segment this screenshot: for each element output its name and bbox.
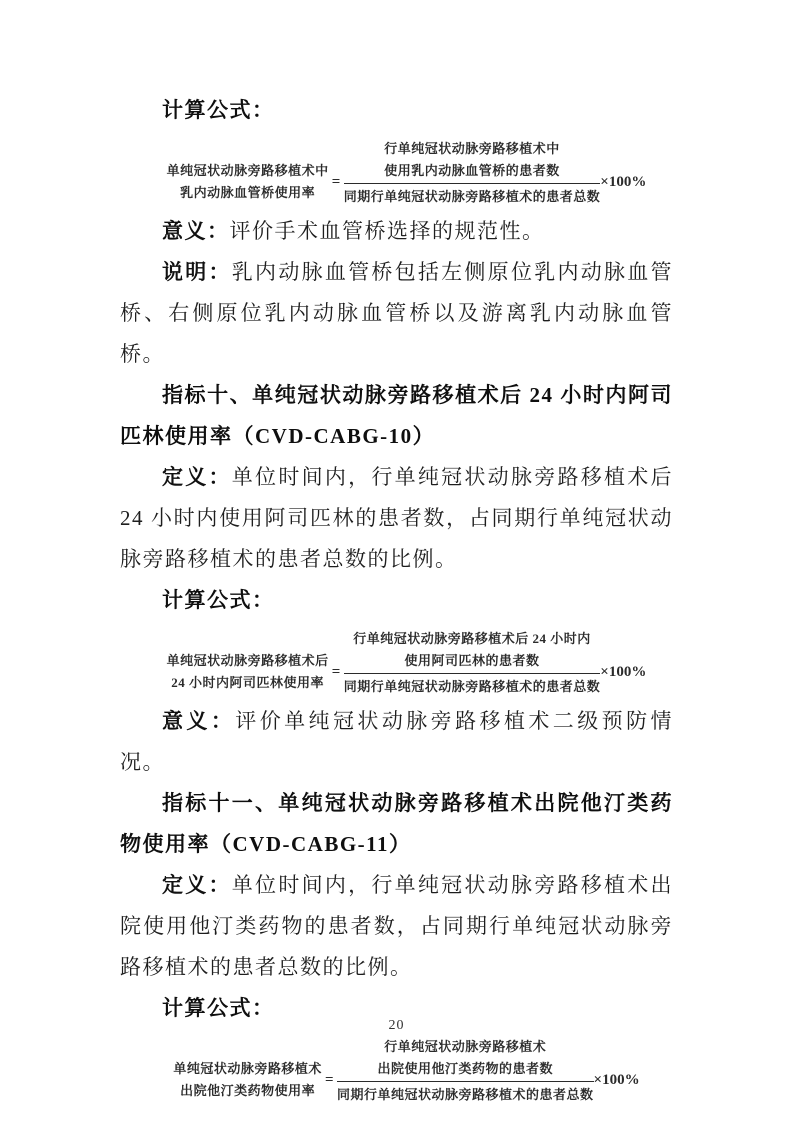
meaning-label-2: 意义： — [162, 709, 236, 733]
definition-11-label: 定义： — [162, 873, 232, 897]
definition-11-paragraph — [120, 865, 673, 988]
meaning-text-2: 评价单纯冠状动脉旁路移植术二级预防情况。 — [120, 709, 674, 774]
equals-sign: = — [331, 174, 341, 190]
formula-fraction — [344, 138, 601, 208]
formula-numerator-line2: 出院使用他汀类药物的患者数 — [377, 1061, 554, 1076]
formula-numerator-line1: 行单纯冠状动脉旁路移植术中 — [384, 141, 560, 156]
formula-numerator-line2: 使用乳内动脉血管桥的患者数 — [384, 163, 560, 178]
formula-denominator: 同期行单纯冠状动脉旁路移植术的患者总数 — [343, 679, 601, 694]
formula-statin-discharge-usage-rate — [130, 1029, 683, 1109]
formula-lhs-line2: 乳内动脉血管桥使用率 — [180, 185, 316, 200]
formula-lhs-line2: 24 小时内阿司匹林使用率 — [171, 675, 325, 690]
note-text: 乳内动脉血管桥包括左侧原位乳内动脉血管桥、右侧原位乳内动脉血管桥以及游离乳内动脉血管桥。 — [120, 260, 674, 366]
formula-numerator-line1: 行单纯冠状动脉旁路移植术 — [384, 1039, 547, 1054]
formula-denominator: 同期行单纯冠状动脉旁路移植术的患者总数 — [343, 189, 601, 204]
formula-fraction — [344, 628, 601, 698]
formula-numerator — [337, 1036, 594, 1082]
multiply-100-percent: ×100% — [600, 664, 647, 680]
formula-aspirin-24h-usage-rate — [130, 621, 683, 701]
multiply-100-percent: ×100% — [600, 174, 647, 190]
formula-numerator-line2: 使用阿司匹林的患者数 — [404, 653, 540, 668]
calc-formula-label-3: 计算公式： — [162, 996, 275, 1020]
definition-10-label: 定义： — [162, 465, 232, 489]
indicator-10-heading: 指标十、单纯冠状动脉旁路移植术后 24 小时内阿司匹林使用率（CVD-CABG-10） — [120, 383, 673, 448]
page-content — [120, 90, 673, 1109]
definition-10-text: 单位时间内，行单纯冠状动脉旁路移植术后 24 小时内使用阿司匹林的患者数，占同期行单纯冠状动脉旁路移植术的患者总数的比例。 — [120, 465, 674, 571]
formula-lhs — [167, 160, 329, 204]
meaning-text-1: 评价手术血管桥选择的规范性。 — [229, 219, 545, 243]
multiply-100-percent: ×100% — [593, 1072, 640, 1088]
note-paragraph — [120, 252, 673, 375]
definition-10-paragraph — [120, 457, 673, 580]
formula-lhs — [167, 650, 329, 694]
equals-sign: = — [331, 664, 341, 680]
meaning-paragraph-1 — [120, 211, 673, 252]
formula-numerator — [344, 138, 601, 184]
note-label: 说明： — [162, 260, 232, 284]
definition-11-text: 单位时间内，行单纯冠状动脉旁路移植术出院使用他汀类药物的患者数，占同期行单纯冠状动脉旁路移植术的患者总数的比例。 — [120, 873, 674, 979]
calc-formula-label-1: 计算公式： — [162, 98, 275, 122]
formula-lhs-line1: 单纯冠状动脉旁路移植术后 — [166, 653, 329, 668]
formula-fraction — [337, 1036, 594, 1106]
formula-lhs-line1: 单纯冠状动脉旁路移植术中 — [166, 163, 329, 178]
indicator-11-heading: 指标十一、单纯冠状动脉旁路移植术出院他汀类药物使用率（CVD-CABG-11） — [120, 791, 673, 856]
page-number: 20 — [388, 1018, 405, 1033]
formula-lhs-line2: 出院他汀类药物使用率 — [180, 1083, 316, 1098]
formula-imna-graft-usage-rate — [130, 131, 683, 211]
formula-numerator — [344, 628, 601, 674]
meaning-label-1: 意义： — [162, 219, 230, 243]
meaning-paragraph-2 — [120, 701, 673, 783]
formula-denominator: 同期行单纯冠状动脉旁路移植术的患者总数 — [337, 1087, 594, 1102]
calc-formula-label-2: 计算公式： — [162, 588, 275, 612]
formula-numerator-line1: 行单纯冠状动脉旁路移植术后 24 小时内 — [353, 631, 591, 646]
equals-sign: = — [324, 1072, 334, 1088]
formula-lhs-line1: 单纯冠状动脉旁路移植术 — [173, 1061, 322, 1076]
formula-lhs — [173, 1058, 322, 1102]
